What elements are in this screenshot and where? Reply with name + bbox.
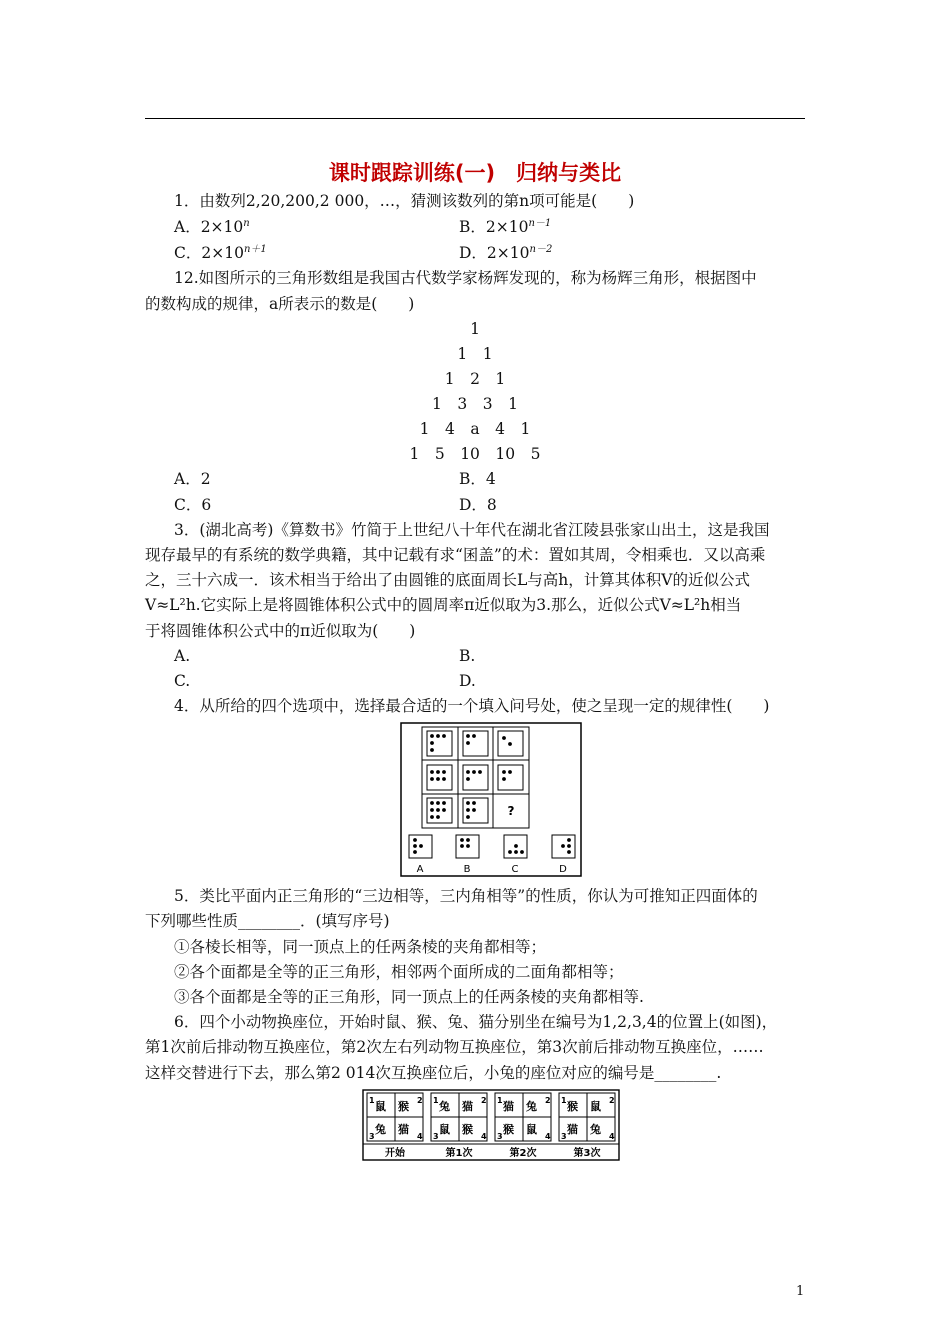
option-die-b: [456, 835, 479, 858]
option-label-b: B: [463, 864, 471, 875]
option-label-c: C: [511, 864, 519, 875]
svg-text:3: 3: [497, 1132, 503, 1141]
svg-text:1: 1: [369, 1096, 375, 1105]
die-r2c1: [427, 765, 452, 790]
svg-text:鼠: 鼠: [590, 1100, 601, 1113]
svg-text:鼠: 鼠: [526, 1123, 537, 1136]
svg-text:猫: 猫: [567, 1123, 578, 1136]
svg-text:兔: 兔: [526, 1100, 537, 1113]
die-r1c2: [463, 731, 488, 756]
option-die-a: [409, 835, 432, 858]
svg-text:2: 2: [417, 1096, 423, 1105]
dice-pattern-figure: [400, 722, 582, 877]
q2-option-b: B．4: [459, 470, 496, 488]
svg-text:2: 2: [609, 1096, 615, 1105]
svg-text:开始: 开始: [385, 1148, 405, 1159]
triangle-row-2: 1 1: [457, 345, 493, 363]
q3-line4: V≈L²h.它实际上是将圆锥体积公式中的圆周率π近似取为3.那么，近似公式V≈L²h相当: [145, 596, 742, 614]
svg-text:猴: 猴: [398, 1100, 409, 1113]
q1-option-b: B．$2\times 10^{n-1}$: [459, 217, 552, 236]
q2-stem-line2: 的数构成的规律，a所表示的数是( ): [145, 295, 415, 313]
header-rule: [145, 118, 805, 119]
die-r1c1: [427, 731, 452, 756]
svg-text:4: 4: [545, 1132, 551, 1141]
q1-stem: 1．由数列2,20,200,2 000，…，猜测该数列的第n项可能是( ): [174, 192, 635, 210]
triangle-row-1: 1: [470, 320, 480, 338]
die-r3c2: [463, 798, 488, 823]
q1-option-d: D．$2\times 10^{n-2}$: [459, 243, 553, 262]
q3-line2: 现存最早的有系统的数学典籍，其中记载有求“囷盖”的术：置如其周，令相乘也．又以高乘: [145, 546, 766, 564]
q2-option-a: A．2: [174, 470, 211, 488]
q3-line3: 之，三十六成一．该术相当于给出了由圆锥的底面周长L与高h，计算其体积V的近似公式: [145, 571, 750, 589]
q6-line3: 这样交替进行下去，那么第2 014次互换座位后，小兔的座位对应的编号是________.: [145, 1064, 722, 1082]
q1-option-c: C．$2\times 10^{n+1}$: [174, 243, 267, 262]
triangle-row-3: 1 2 1: [444, 370, 506, 388]
q5-line1: 5．类比平面内正三角形的“三边相等，三内角相等”的性质，你认为可推知正四面体的: [174, 887, 758, 905]
seat-swap-figure: [362, 1089, 620, 1161]
svg-text:3: 3: [369, 1132, 375, 1141]
page-number: 1: [796, 1284, 805, 1299]
svg-text:猫: 猫: [462, 1100, 473, 1113]
q5-item-1: ①各棱长相等，同一顶点上的任两条棱的夹角都相等；: [174, 938, 547, 956]
svg-text:2: 2: [481, 1096, 487, 1105]
svg-text:猫: 猫: [503, 1100, 514, 1113]
svg-text:4: 4: [417, 1132, 423, 1141]
option-label-a: A: [416, 864, 424, 875]
svg-text:第1次: 第1次: [445, 1148, 473, 1159]
svg-text:1: 1: [433, 1096, 439, 1105]
q6-line1: 6．四个小动物换座位，开始时鼠、猴、兔、猫分别坐在编号为1,2,3,4的位置上(如图)，: [174, 1013, 778, 1031]
option-die-c: [504, 835, 527, 858]
die-r2c3: [498, 765, 523, 790]
svg-text:猴: 猴: [567, 1100, 578, 1113]
svg-text:兔: 兔: [439, 1100, 450, 1113]
svg-text:猴: 猴: [462, 1123, 473, 1136]
q6-line2: 第1次前后排动物互换座位，第2次左右列动物互换座位，第3次前后排动物互换座位，……: [145, 1038, 764, 1056]
q3-option-c: C.: [174, 672, 191, 690]
svg-text:猴: 猴: [503, 1123, 514, 1136]
q2-option-d: D．8: [459, 496, 497, 514]
q5-item-2: ②各个面都是全等的正三角形，相邻两个面所成的二面角都相等；: [174, 963, 624, 981]
svg-text:1: 1: [561, 1096, 567, 1105]
svg-text:鼠: 鼠: [439, 1123, 450, 1136]
svg-text:3: 3: [561, 1132, 567, 1141]
svg-text:第3次: 第3次: [573, 1148, 601, 1159]
q5-item-3: ③各个面都是全等的正三角形，同一顶点上的任两条棱的夹角都相等.: [174, 988, 644, 1006]
q3-line5: 于将圆锥体积公式中的π近似取为( ): [145, 622, 416, 640]
svg-text:猫: 猫: [398, 1123, 409, 1136]
svg-text:4: 4: [609, 1132, 615, 1141]
svg-text:2: 2: [545, 1096, 551, 1105]
svg-text:1: 1: [497, 1096, 503, 1105]
q3-line1: 3．(湖北高考)《算数书》竹简于上世纪八十年代在湖北省江陵县张家山出土，这是我国: [174, 521, 770, 539]
page-title: 课时跟踪训练(一) 归纳与类比: [328, 161, 622, 185]
option-die-d: [552, 835, 575, 858]
svg-text:第2次: 第2次: [509, 1148, 537, 1159]
q5-line2: 下列哪些性质________．(填写序号): [145, 912, 390, 930]
svg-text:兔: 兔: [375, 1123, 386, 1136]
triangle-row-6: 1 5 10 10 5: [409, 445, 541, 463]
option-label-d: D: [559, 864, 567, 875]
q1-option-a: A．$2\times 10^n$: [174, 217, 250, 236]
triangle-row-4: 1 3 3 1: [432, 395, 518, 413]
q4-stem: 4．从所给的四个选项中，选择最合适的一个填入问号处，使之呈现一定的规律性( ): [174, 697, 770, 715]
svg-text:3: 3: [433, 1132, 439, 1141]
q3-option-d: D.: [459, 672, 476, 690]
q2-stem-line1: 12.如图所示的三角形数组是我国古代数学家杨辉发现的，称为杨辉三角形，根据图中: [174, 269, 757, 287]
triangle-row-5: 1 4 a 4 1: [419, 420, 531, 438]
die-r1c3: [498, 731, 523, 756]
svg-text:鼠: 鼠: [375, 1100, 386, 1113]
die-r3c1: [427, 798, 452, 823]
q3-option-a: A.: [174, 647, 191, 665]
svg-text:兔: 兔: [590, 1123, 601, 1136]
q2-option-c: C．6: [174, 496, 212, 514]
die-r2c2: [463, 765, 488, 790]
svg-text:4: 4: [481, 1132, 487, 1141]
question-mark: ?: [507, 804, 515, 818]
q3-option-b: B.: [459, 647, 476, 665]
